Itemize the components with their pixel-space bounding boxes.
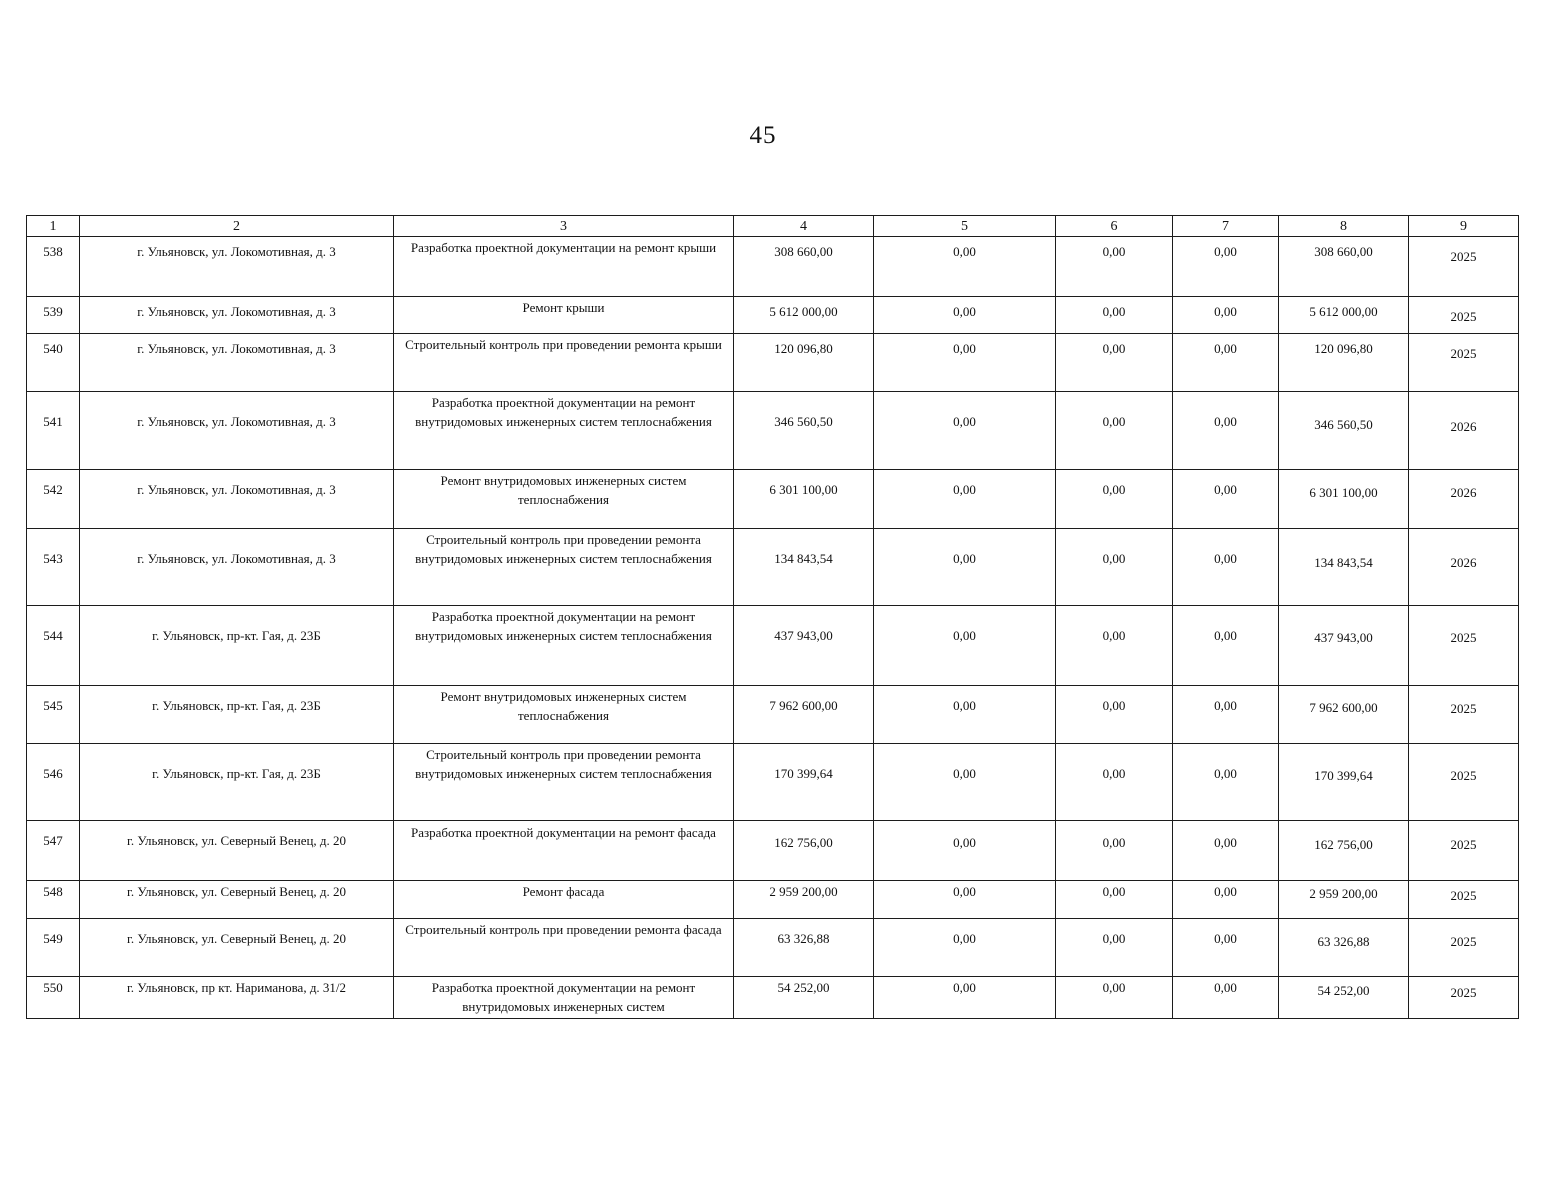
work-type-cell: Строительный контроль при проведении ремонта внутридомовых инженерных систем теплоснабжения (394, 744, 734, 821)
address-cell: г. Ульяновск, пр кт. Нариманова, д. 31/2 (80, 977, 394, 1019)
table-row (27, 529, 1519, 606)
amount-cell: 2 959 200,00 (734, 881, 874, 919)
year-cell: 2025 (1409, 821, 1519, 881)
column-header: 6 (1056, 216, 1173, 237)
address-cell: г. Ульяновск, ул. Локомотивная, д. 3 (80, 297, 394, 334)
row-number-cell: 547 (27, 821, 80, 881)
table-row (27, 334, 1519, 392)
total-cell: 134 843,54 (1279, 529, 1409, 606)
value-cell: 0,00 (874, 297, 1056, 334)
amount-cell: 162 756,00 (734, 821, 874, 881)
value-cell: 0,00 (1173, 297, 1279, 334)
amount-cell: 54 252,00 (734, 977, 874, 1019)
column-header: 4 (734, 216, 874, 237)
column-header: 3 (394, 216, 734, 237)
table-row (27, 237, 1519, 297)
work-type-cell: Разработка проектной документации на ремонт крыши (394, 237, 734, 297)
table-row (27, 392, 1519, 470)
row-number-cell: 538 (27, 237, 80, 297)
total-cell: 120 096,80 (1279, 334, 1409, 392)
value-cell: 0,00 (874, 881, 1056, 919)
repair-program-table (26, 215, 1519, 1019)
total-cell: 162 756,00 (1279, 821, 1409, 881)
value-cell: 0,00 (1056, 606, 1173, 686)
address-cell: г. Ульяновск, ул. Северный Венец, д. 20 (80, 821, 394, 881)
work-type-cell: Строительный контроль при проведении ремонта внутридомовых инженерных систем теплоснабжения (394, 529, 734, 606)
address-cell: г. Ульяновск, ул. Локомотивная, д. 3 (80, 237, 394, 297)
work-type-cell: Ремонт фасада (394, 881, 734, 919)
value-cell: 0,00 (1173, 881, 1279, 919)
value-cell: 0,00 (1173, 919, 1279, 977)
year-cell: 2025 (1409, 744, 1519, 821)
value-cell: 0,00 (1056, 529, 1173, 606)
value-cell: 0,00 (1056, 977, 1173, 1019)
amount-cell: 308 660,00 (734, 237, 874, 297)
year-cell: 2025 (1409, 881, 1519, 919)
table-row (27, 919, 1519, 977)
value-cell: 0,00 (874, 606, 1056, 686)
work-type-cell: Строительный контроль при проведении ремонта фасада (394, 919, 734, 977)
row-number-cell: 548 (27, 881, 80, 919)
value-cell: 0,00 (1056, 237, 1173, 297)
value-cell: 0,00 (874, 977, 1056, 1019)
total-cell: 308 660,00 (1279, 237, 1409, 297)
value-cell: 0,00 (1056, 744, 1173, 821)
value-cell: 0,00 (874, 470, 1056, 529)
column-header: 1 (27, 216, 80, 237)
work-type-cell: Ремонт внутридомовых инженерных систем теплоснабжения (394, 470, 734, 529)
row-number-cell: 544 (27, 606, 80, 686)
amount-cell: 170 399,64 (734, 744, 874, 821)
work-type-cell: Ремонт внутридомовых инженерных систем теплоснабжения (394, 686, 734, 744)
address-cell: г. Ульяновск, пр-кт. Гая, д. 23Б (80, 686, 394, 744)
value-cell: 0,00 (874, 686, 1056, 744)
row-number-cell: 541 (27, 392, 80, 470)
year-cell: 2025 (1409, 297, 1519, 334)
column-header: 2 (80, 216, 394, 237)
table-row (27, 977, 1519, 1019)
row-number-cell: 550 (27, 977, 80, 1019)
total-cell: 7 962 600,00 (1279, 686, 1409, 744)
address-cell: г. Ульяновск, ул. Локомотивная, д. 3 (80, 334, 394, 392)
address-cell: г. Ульяновск, пр-кт. Гая, д. 23Б (80, 606, 394, 686)
value-cell: 0,00 (1056, 470, 1173, 529)
amount-cell: 120 096,80 (734, 334, 874, 392)
value-cell: 0,00 (1056, 334, 1173, 392)
row-number-cell: 549 (27, 919, 80, 977)
table-row (27, 881, 1519, 919)
total-cell: 170 399,64 (1279, 744, 1409, 821)
year-cell: 2025 (1409, 919, 1519, 977)
row-number-cell: 545 (27, 686, 80, 744)
year-cell: 2025 (1409, 977, 1519, 1019)
value-cell: 0,00 (1173, 744, 1279, 821)
work-type-cell: Разработка проектной документации на ремонт внутридомовых инженерных систем (394, 977, 734, 1019)
value-cell: 0,00 (1173, 237, 1279, 297)
row-number-cell: 539 (27, 297, 80, 334)
year-cell: 2025 (1409, 606, 1519, 686)
work-type-cell: Строительный контроль при проведении ремонта крыши (394, 334, 734, 392)
total-cell: 2 959 200,00 (1279, 881, 1409, 919)
value-cell: 0,00 (1056, 297, 1173, 334)
value-cell: 0,00 (874, 744, 1056, 821)
table-row (27, 686, 1519, 744)
value-cell: 0,00 (1173, 821, 1279, 881)
year-cell: 2025 (1409, 237, 1519, 297)
address-cell: г. Ульяновск, ул. Северный Венец, д. 20 (80, 919, 394, 977)
value-cell: 0,00 (874, 529, 1056, 606)
table-row (27, 821, 1519, 881)
value-cell: 0,00 (1173, 606, 1279, 686)
amount-cell: 346 560,50 (734, 392, 874, 470)
work-type-cell: Разработка проектной документации на ремонт внутридомовых инженерных систем теплоснабжения (394, 606, 734, 686)
value-cell: 0,00 (874, 334, 1056, 392)
total-cell: 5 612 000,00 (1279, 297, 1409, 334)
total-cell: 437 943,00 (1279, 606, 1409, 686)
column-header: 9 (1409, 216, 1519, 237)
value-cell: 0,00 (1056, 392, 1173, 470)
amount-cell: 437 943,00 (734, 606, 874, 686)
value-cell: 0,00 (1173, 977, 1279, 1019)
page-number: 45 (749, 122, 777, 149)
table-row (27, 744, 1519, 821)
value-cell: 0,00 (874, 392, 1056, 470)
table-row (27, 606, 1519, 686)
year-cell: 2025 (1409, 686, 1519, 744)
value-cell: 0,00 (1056, 686, 1173, 744)
table-container (26, 215, 1518, 1019)
address-cell: г. Ульяновск, ул. Локомотивная, д. 3 (80, 529, 394, 606)
year-cell: 2026 (1409, 529, 1519, 606)
amount-cell: 6 301 100,00 (734, 470, 874, 529)
column-header: 5 (874, 216, 1056, 237)
amount-cell: 7 962 600,00 (734, 686, 874, 744)
value-cell: 0,00 (1056, 881, 1173, 919)
value-cell: 0,00 (1173, 334, 1279, 392)
address-cell: г. Ульяновск, пр-кт. Гая, д. 23Б (80, 744, 394, 821)
work-type-cell: Ремонт крыши (394, 297, 734, 334)
address-cell: г. Ульяновск, ул. Северный Венец, д. 20 (80, 881, 394, 919)
value-cell: 0,00 (1056, 919, 1173, 977)
value-cell: 0,00 (1173, 529, 1279, 606)
table-row (27, 470, 1519, 529)
value-cell: 0,00 (874, 237, 1056, 297)
address-cell: г. Ульяновск, ул. Локомотивная, д. 3 (80, 470, 394, 529)
amount-cell: 5 612 000,00 (734, 297, 874, 334)
row-number-cell: 542 (27, 470, 80, 529)
work-type-cell: Разработка проектной документации на ремонт внутридомовых инженерных систем теплоснабжения (394, 392, 734, 470)
year-cell: 2026 (1409, 470, 1519, 529)
value-cell: 0,00 (1173, 686, 1279, 744)
value-cell: 0,00 (874, 919, 1056, 977)
year-cell: 2025 (1409, 334, 1519, 392)
column-header: 8 (1279, 216, 1409, 237)
table-row (27, 297, 1519, 334)
total-cell: 346 560,50 (1279, 392, 1409, 470)
year-cell: 2026 (1409, 392, 1519, 470)
value-cell: 0,00 (1056, 821, 1173, 881)
value-cell: 0,00 (874, 821, 1056, 881)
work-type-cell: Разработка проектной документации на ремонт фасада (394, 821, 734, 881)
address-cell: г. Ульяновск, ул. Локомотивная, д. 3 (80, 392, 394, 470)
value-cell: 0,00 (1173, 392, 1279, 470)
total-cell: 63 326,88 (1279, 919, 1409, 977)
column-header: 7 (1173, 216, 1279, 237)
header-row (27, 216, 1519, 237)
row-number-cell: 540 (27, 334, 80, 392)
amount-cell: 63 326,88 (734, 919, 874, 977)
row-number-cell: 546 (27, 744, 80, 821)
amount-cell: 134 843,54 (734, 529, 874, 606)
row-number-cell: 543 (27, 529, 80, 606)
total-cell: 54 252,00 (1279, 977, 1409, 1019)
value-cell: 0,00 (1173, 470, 1279, 529)
total-cell: 6 301 100,00 (1279, 470, 1409, 529)
